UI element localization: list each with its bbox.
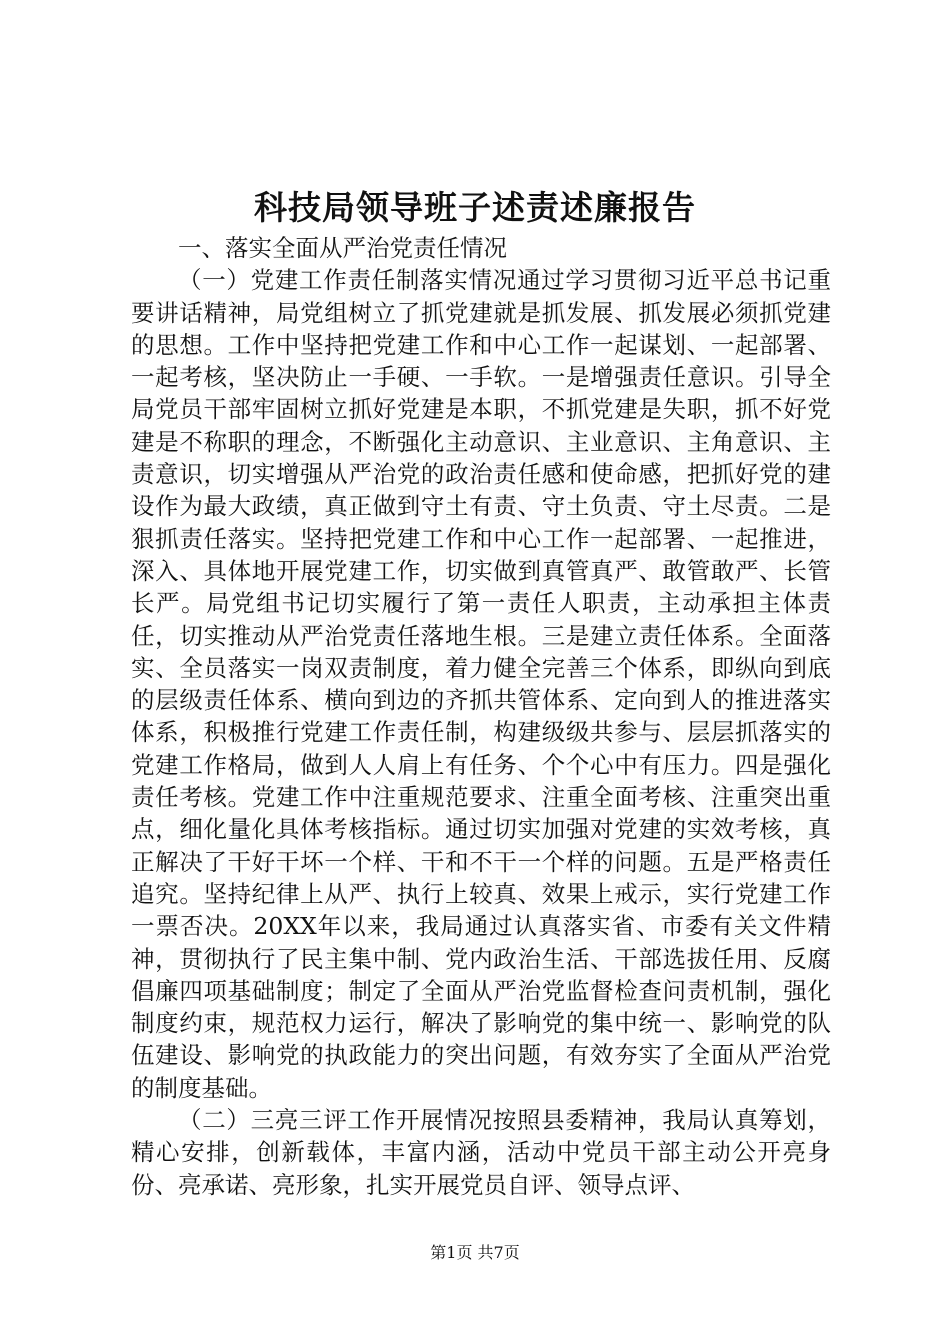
page-number-footer: 第1页 共7页 (430, 1243, 520, 1262)
document-title: 科技局领导班子述责述廉报告 (254, 188, 696, 227)
paragraph-2: （二）三亮三评工作开展情况按照县委精神，我局认真筹划，精心安排，创新载体，丰富内涵，活动中党员干部主动公开亮身份、亮承诺、亮形象，扎实开展党员自评、领导点评、 (131, 1106, 831, 1199)
paragraph-1: （一）党建工作责任制落实情况通过学习贯彻习近平总书记重要讲话精神，局党组树立了抓党建就是抓发展、抓发展必须抓党建的思想。工作中坚持把党建工作和中心工作一起谋划、一起部署、一起考核，坚决防止一手硬、一手软。一是增强责任意识。引导全局党员干部牢固树立抓好党建是本职，不抓党建是失职，抓不好党建是不称职的理念，不断强化主动意识、主业意识、主角意识、主责意识，切实增强从严治党的政治责任感和使命感，把抓好党的建设作为最大政绩，真正做到守土有责、守土负责、守土尽责。二是狠抓责任落实。坚持把党建工作和中心工作一起部署、一起推进，深入、具体地开展党建工作，切实做到真管真严、敢管敢严、长管长严。局党组书记切实履行了第一责任人职责，主动承担主体责任，切实推动从严治党责任落地生根。三是建立责任体系。全面落实、全员落实一岗双责制度，着力健全完善三个体系，即纵向到底的层级责任体系、横向到边的齐抓共管体系、定向到人的推进落实体系，积极推行党建工作责任制，构建级级共参与、层层抓落实的党建工作格局，做到人人肩上有任务、个个心中有压力。四是强化责任考核。党建工作中注重规范要求、注重全面考核、注重突出重点，细化量化具体考核指标。通过切实加强对党建的实效考核，真正解决了干好干坏一个样、干和不干一个样的问题。五是严格责任追究。坚持纪律上从严、执行上较真、效果上戒示，实行党建工作一票否决。20XX年以来，我局通过认真落实省、市委有关文件精神，贯彻执行了民主集中制、党内政治生活、干部选拔任用、反腐倡廉四项基础制度；制定了全面从严治党监督检查问责机制，强化制度约束，规范权力运行，解决了影响党的集中统一、影响党的队伍建设、影响党的执政能力的突出问题，有效夯实了全面从严治党的制度基础。 (131, 266, 831, 1102)
section-heading: 一、落实全面从严治党责任情况 (178, 234, 507, 262)
document-body (131, 232, 831, 1201)
